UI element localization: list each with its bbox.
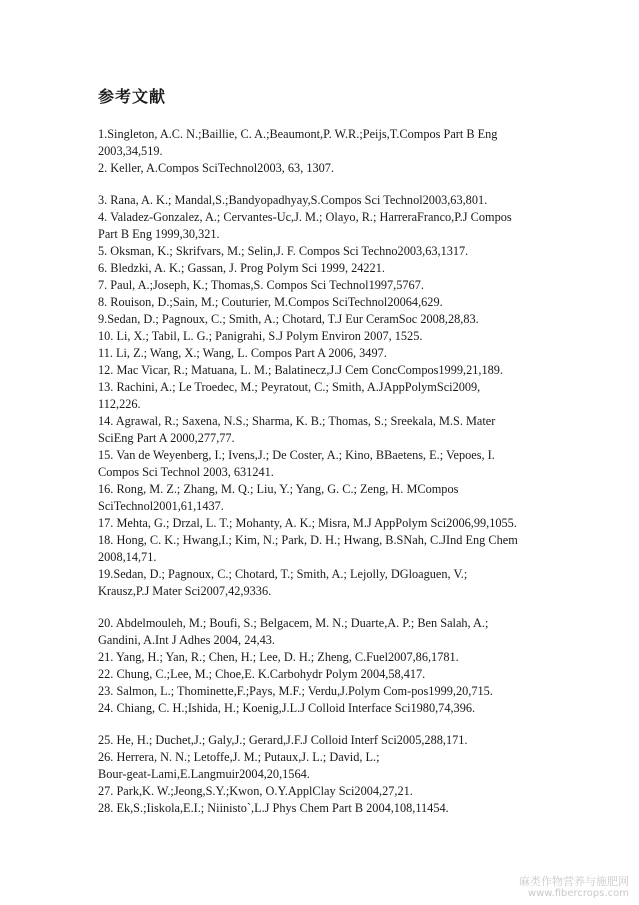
reference-entry	[98, 160, 558, 177]
reference-line: 11. Li, Z.; Wang, X.; Wang, L. Compos Part A 2006, 3497.	[98, 346, 387, 360]
reference-line: 2. Keller, A.Compos SciTechnol2003, 63, 1307.	[98, 161, 335, 175]
reference-line: 8. Rouison, D.;Sain, M.; Couturier, M.Compos SciTechnol20064,629.	[98, 295, 443, 309]
reference-entry	[98, 566, 558, 600]
reference-entry	[98, 260, 558, 277]
reference-group	[98, 192, 558, 600]
reference-list	[98, 126, 558, 832]
reference-group	[98, 126, 558, 177]
reference-line: SciEng Part A 2000,277,77.	[98, 431, 235, 445]
reference-line: SciTechnol2001,61,1437.	[98, 499, 224, 513]
reference-line: 24. Chiang, C. H.;Ishida, H.; Koenig,J.L.J Colloid Interface Sci1980,74,396.	[98, 701, 476, 715]
reference-line: 112,226.	[98, 397, 141, 411]
reference-line: 10. Li, X.; Tabil, L. G.; Panigrahi, S.J Polym Environ 2007, 1525.	[98, 329, 423, 343]
reference-line: Gandini, A.Int J Adhes 2004, 24,43.	[98, 633, 275, 647]
reference-line: 28. Ek,S.;Iiskola,E.I.; Niinisto`,L.J Phys Chem Part B 2004,108,11454.	[98, 801, 449, 815]
reference-entry	[98, 532, 558, 566]
watermark-text: 麻类作物营养与施肥网	[519, 875, 629, 888]
reference-entry	[98, 749, 558, 783]
reference-line: 18. Hong, C. K.; Hwang,I.; Kim, N.; Park, D. H.; Hwang, B.SNah, C.JInd Eng Chem	[98, 533, 518, 547]
reference-line: 27. Park,K. W.;Jeong,S.Y.;Kwon, O.Y.ApplClay Sci2004,27,21.	[98, 784, 413, 798]
reference-entry	[98, 126, 558, 160]
reference-entry	[98, 192, 558, 209]
reference-entry	[98, 294, 558, 311]
reference-line: 19.Sedan, D.; Pagnoux, C.; Chotard, T.; Smith, A.; Lejolly, DGloaguen, V.;	[98, 567, 468, 581]
reference-entry	[98, 615, 558, 649]
reference-line: 25. He, H.; Duchet,J.; Galy,J.; Gerard,J.F.J Colloid Interf Sci2005,288,171.	[98, 733, 468, 747]
reference-line: 2003,34,519.	[98, 144, 163, 158]
reference-line: 12. Mac Vicar, R.; Matuana, L. M.; Balatinecz,J.J Cem ConcCompos1999,21,189.	[98, 363, 503, 377]
reference-line: 26. Herrera, N. N.; Letoffe,J. M.; Putaux,J. L.; David, L.;	[98, 750, 380, 764]
reference-entry	[98, 732, 558, 749]
reference-line: Part B Eng 1999,30,321.	[98, 227, 220, 241]
reference-entry	[98, 311, 558, 328]
reference-entry	[98, 243, 558, 260]
reference-line: 14. Agrawal, R.; Saxena, N.S.; Sharma, K. B.; Thomas, S.; Sreekala, M.S. Mater	[98, 414, 496, 428]
reference-line: 3. Rana, A. K.; Mandal,S.;Bandyopadhyay,S.Compos Sci Technol2003,63,801.	[98, 193, 488, 207]
reference-entry	[98, 683, 558, 700]
reference-line: 2008,14,71.	[98, 550, 157, 564]
reference-line: 5. Oksman, K.; Skrifvars, M.; Selin,J. F. Compos Sci Techno2003,63,1317.	[98, 244, 469, 258]
reference-line: Krausz,P.J Mater Sci2007,42,9336.	[98, 584, 272, 598]
reference-line: 7. Paul, A.;Joseph, K.; Thomas,S. Compos Sci Technol1997,5767.	[98, 278, 424, 292]
reference-line: 20. Abdelmouleh, M.; Boufi, S.; Belgacem, M. N.; Duarte,A. P.; Ben Salah, A.;	[98, 616, 489, 630]
reference-group	[98, 615, 558, 717]
reference-line: 16. Rong, M. Z.; Zhang, M. Q.; Liu, Y.; Yang, G. C.; Zeng, H. MCompos	[98, 482, 459, 496]
reference-entry	[98, 666, 558, 683]
reference-entry	[98, 379, 558, 413]
reference-line: 21. Yang, H.; Yan, R.; Chen, H.; Lee, D. H.; Zheng, C.Fuel2007,86,1781.	[98, 650, 459, 664]
reference-entry	[98, 649, 558, 666]
reference-entry	[98, 413, 558, 447]
reference-entry	[98, 345, 558, 362]
reference-line: 1.Singleton, A.C. N.;Baillie, C. A.;Beaumont,P. W.R.;Peijs,T.Compos Part B Eng	[98, 127, 498, 141]
reference-line: 15. Van de Weyenberg, I.; Ivens,J.; De Coster, A.; Kino, BBaetens, E.; Vepoes, I.	[98, 448, 495, 462]
reference-line: 22. Chung, C.;Lee, M.; Choe,E. K.Carbohydr Polym 2004,58,417.	[98, 667, 426, 681]
page-heading: 参考文献	[98, 87, 167, 106]
reference-line: 6. Bledzki, A. K.; Gassan, J. Prog Polym Sci 1999, 24221.	[98, 261, 385, 275]
reference-entry	[98, 209, 558, 243]
site-watermark	[519, 876, 629, 900]
reference-line: 13. Rachini, A.; Le Troedec, M.; Peyratout, C.; Smith, A.JAppPolymSci2009,	[98, 380, 481, 394]
reference-entry	[98, 447, 558, 481]
reference-line: Bour-geat-Lami,E.Langmuir2004,20,1564.	[98, 767, 310, 781]
reference-entry	[98, 800, 558, 817]
reference-entry	[98, 783, 558, 800]
reference-line: 23. Salmon, L.; Thominette,F.;Pays, M.F.; Verdu,J.Polym Com-pos1999,20,715.	[98, 684, 493, 698]
reference-line: 9.Sedan, D.; Pagnoux, C.; Smith, A.; Chotard, T.J Eur CeramSoc 2008,28,83.	[98, 312, 479, 326]
reference-entry	[98, 481, 558, 515]
reference-line: 4. Valadez-Gonzalez, A.; Cervantes-Uc,J. M.; Olayo, R.; HarreraFranco,P.J Compos	[98, 210, 512, 224]
reference-entry	[98, 515, 558, 532]
watermark-url: www.fibercrops.com	[527, 888, 629, 899]
reference-line: Compos Sci Technol 2003, 631241.	[98, 465, 274, 479]
reference-entry	[98, 700, 558, 717]
reference-entry	[98, 328, 558, 345]
reference-group	[98, 732, 558, 817]
reference-entry	[98, 277, 558, 294]
reference-entry	[98, 362, 558, 379]
reference-line: 17. Mehta, G.; Drzal, L. T.; Mohanty, A. K.; Misra, M.J AppPolym Sci2006,99,1055.	[98, 516, 517, 530]
